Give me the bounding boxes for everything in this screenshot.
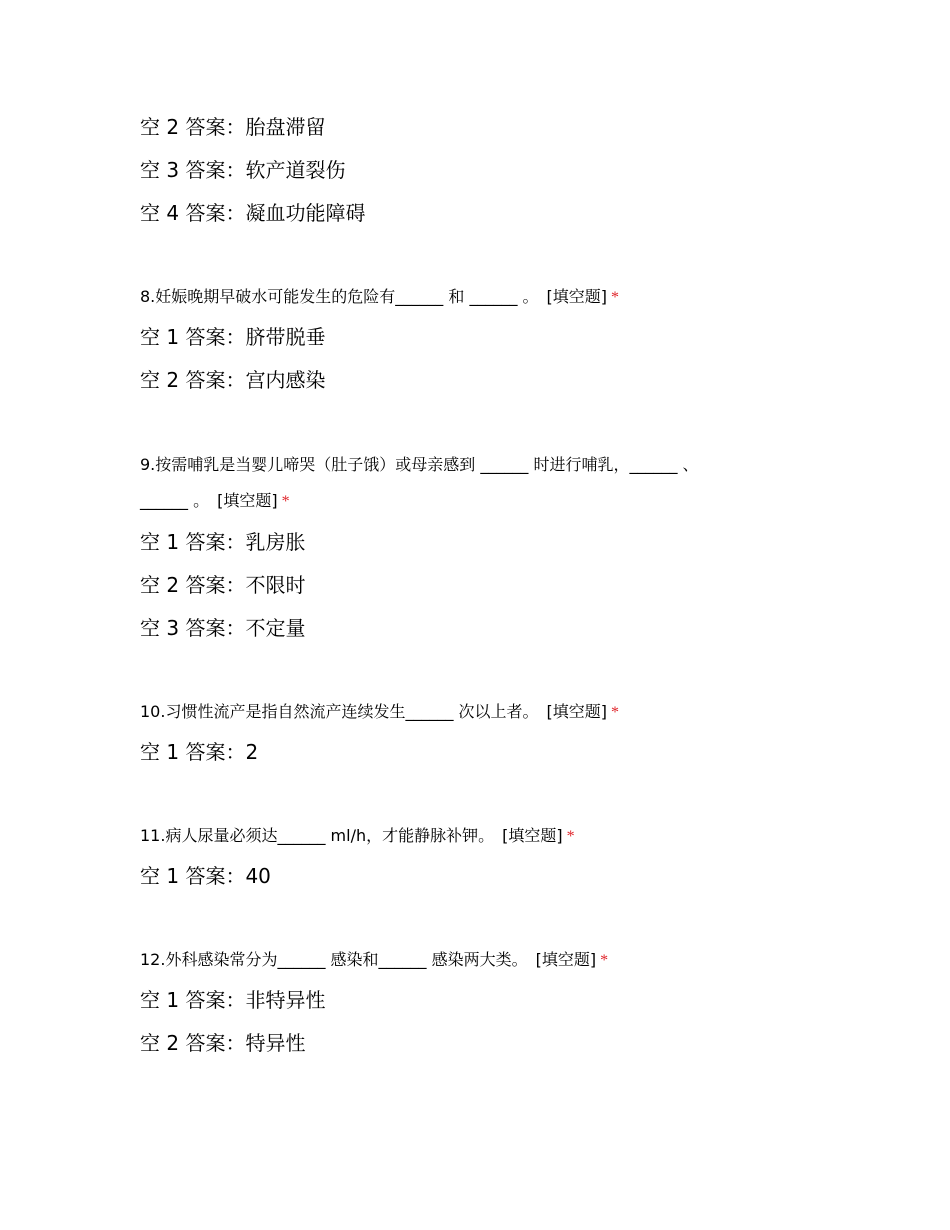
answer-line — [140, 157, 345, 183]
answer-label: 空 1 答案： — [140, 530, 246, 554]
question-10 — [140, 701, 619, 724]
answer-label: 空 2 答案： — [140, 115, 246, 139]
required-mark: * — [566, 828, 575, 845]
answer-value: 软产道裂伤 — [245, 158, 346, 182]
answer-value: 非特异性 — [245, 988, 326, 1012]
answer-line — [140, 863, 271, 889]
question-type: [填空题] — [217, 491, 278, 510]
answer-value: 不定量 — [245, 616, 306, 640]
answer-line — [140, 200, 365, 226]
question-type: [填空题] — [546, 287, 608, 306]
answer-value: 凝血功能障碍 — [245, 201, 366, 225]
answer-line — [140, 987, 325, 1013]
answer-line — [140, 324, 325, 350]
answer-value: 乳房胀 — [245, 530, 306, 554]
question-text: ______ 。 — [140, 491, 210, 510]
answer-value: 不限时 — [245, 573, 306, 597]
answer-value: 脐带脱垂 — [245, 325, 326, 349]
answer-label: 空 1 答案： — [140, 988, 246, 1012]
answer-line — [140, 529, 305, 555]
answer-label: 空 3 答案： — [140, 158, 246, 182]
question-text: 8.妊娠晚期早破水可能发生的危险有______ 和 ______ 。 — [140, 287, 539, 306]
question-8 — [140, 286, 619, 309]
answer-line — [140, 367, 325, 393]
answer-label: 空 2 答案： — [140, 573, 246, 597]
answer-value: 特异性 — [245, 1031, 306, 1055]
answer-value: 胎盘滞留 — [245, 115, 326, 139]
required-mark: * — [611, 289, 620, 306]
answer-line — [140, 1030, 305, 1056]
question-12 — [140, 949, 608, 972]
question-type: [填空题] — [535, 950, 597, 969]
answer-value: 40 — [245, 864, 271, 888]
question-text: 9.按需哺乳是当婴儿啼哭（肚子饿）或母亲感到 ______ 时进行哺乳，______ 、 — [140, 455, 699, 474]
required-mark: * — [600, 952, 609, 969]
question-text: 12.外科感染常分为______ 感染和______ 感染两大类。 — [140, 950, 528, 969]
question-type: [填空题] — [502, 826, 563, 845]
answer-line — [140, 114, 325, 140]
answer-label: 空 3 答案： — [140, 616, 246, 640]
answer-label: 空 1 答案： — [140, 325, 246, 349]
question-11 — [140, 825, 575, 848]
question-9-line-2 — [140, 490, 290, 513]
answer-line — [140, 572, 305, 598]
question-text: 11.病人尿量必须达______ ml/h，才能静脉补钾。 — [140, 826, 495, 845]
question-type: [填空题] — [546, 702, 608, 721]
answer-line — [140, 739, 258, 765]
answer-label: 空 2 答案： — [140, 368, 246, 392]
answer-line — [140, 615, 305, 641]
answer-label: 空 2 答案： — [140, 1031, 246, 1055]
question-9 — [140, 454, 699, 477]
required-mark: * — [281, 493, 290, 510]
required-mark: * — [611, 704, 620, 721]
answer-value: 2 — [245, 740, 259, 764]
answer-label: 空 1 答案： — [140, 864, 246, 888]
answer-label: 空 1 答案： — [140, 740, 246, 764]
question-text: 10.习惯性流产是指自然流产连续发生______ 次以上者。 — [140, 702, 539, 721]
answer-value: 宫内感染 — [245, 368, 326, 392]
answer-label: 空 4 答案： — [140, 201, 246, 225]
